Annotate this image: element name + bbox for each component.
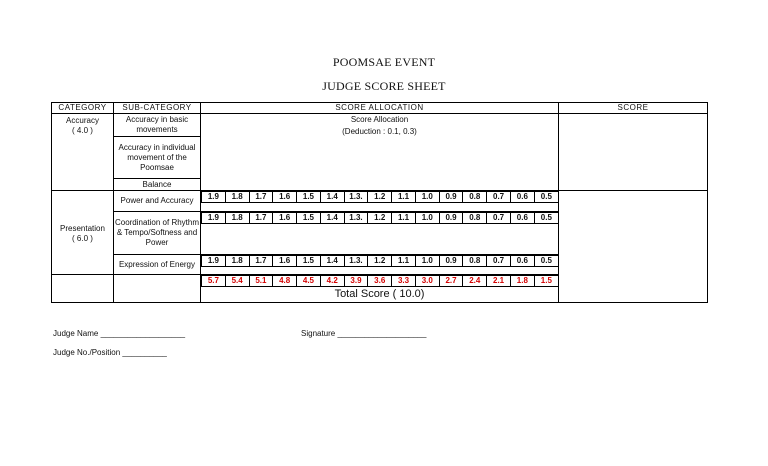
- score-value[interactable]: 1.1: [392, 213, 416, 224]
- allocation-note: (Deduction : 0.1, 0.3): [342, 127, 417, 136]
- score-value[interactable]: 0.7: [487, 256, 511, 267]
- accuracy-score-cell[interactable]: [559, 114, 708, 191]
- header-category: CATEGORY: [52, 103, 114, 114]
- presentation-label: Presentation: [60, 223, 105, 233]
- accuracy-label: Accuracy: [66, 116, 99, 125]
- score-value[interactable]: 1.6: [273, 256, 297, 267]
- total-value: 5.1: [249, 276, 273, 287]
- score-value[interactable]: 1.0: [415, 192, 439, 203]
- score-value[interactable]: 1.7: [249, 256, 273, 267]
- score-value[interactable]: 0.6: [510, 213, 534, 224]
- header-score-allocation: SCORE ALLOCATION: [201, 103, 559, 114]
- score-sheet-table: [51, 102, 708, 303]
- score-value[interactable]: 1.8: [225, 192, 249, 203]
- score-value[interactable]: 0.7: [487, 213, 511, 224]
- score-value[interactable]: 1.2: [368, 256, 392, 267]
- score-value[interactable]: 1.3.: [344, 213, 368, 224]
- total-score-label: Total Score ( 10.0): [334, 288, 425, 300]
- accuracy-points: ( 4.0 ): [72, 126, 93, 135]
- score-value[interactable]: 0.9: [439, 213, 463, 224]
- score-value[interactable]: 0.6: [510, 192, 534, 203]
- signature-field[interactable]: Signature ____________________: [301, 329, 427, 338]
- score-value[interactable]: 1.7: [249, 192, 273, 203]
- score-value[interactable]: 1.5: [297, 192, 321, 203]
- sub-coordination: Coordination of Rhythm & Tempo/Softness and Power: [114, 212, 201, 255]
- score-row-power: [201, 191, 559, 212]
- sheet-title: JUDGE SCORE SHEET: [322, 79, 446, 93]
- score-value[interactable]: 1.2: [368, 192, 392, 203]
- category-presentation: [52, 191, 114, 275]
- score-value[interactable]: 1.3.: [344, 256, 368, 267]
- presentation-points: ( 6.0 ): [72, 233, 93, 243]
- score-values-row: [202, 256, 559, 267]
- total-value: 2.7: [439, 276, 463, 287]
- total-value: 3.3: [392, 276, 416, 287]
- total-value: 4.5: [297, 276, 321, 287]
- total-category-cell: [52, 275, 114, 303]
- score-value[interactable]: 0.9: [439, 192, 463, 203]
- total-value: 4.2: [320, 276, 344, 287]
- score-value[interactable]: 1.3.: [344, 192, 368, 203]
- judge-name-field[interactable]: Judge Name ___________________: [53, 329, 186, 338]
- score-value[interactable]: 1.7: [249, 213, 273, 224]
- score-value[interactable]: 1.0: [415, 213, 439, 224]
- judge-no-field[interactable]: Judge No./Position __________: [53, 348, 167, 357]
- score-values-row: [202, 213, 559, 224]
- score-value[interactable]: 0.7: [487, 192, 511, 203]
- total-value: 1.8: [510, 276, 534, 287]
- total-value: 4.8: [273, 276, 297, 287]
- event-title: POOMSAE EVENT: [332, 55, 436, 69]
- sub-accuracy-basic: Accuracy in basic movements: [114, 114, 201, 137]
- total-value: 3.0: [415, 276, 439, 287]
- score-value[interactable]: 0.5: [534, 192, 558, 203]
- total-value: 5.7: [202, 276, 226, 287]
- presentation-score-cell[interactable]: [559, 191, 708, 303]
- score-value[interactable]: 1.6: [273, 213, 297, 224]
- score-value[interactable]: 1.4: [320, 213, 344, 224]
- score-value[interactable]: 0.8: [463, 256, 487, 267]
- sub-balance: Balance: [114, 179, 201, 191]
- total-value: 2.1: [487, 276, 511, 287]
- score-row-expression: [201, 255, 559, 275]
- total-value: 3.9: [344, 276, 368, 287]
- sub-expression: Expression of Energy: [114, 255, 201, 275]
- score-value[interactable]: 1.8: [225, 213, 249, 224]
- sub-power-accuracy: Power and Accuracy: [114, 191, 201, 212]
- score-value[interactable]: 0.8: [463, 213, 487, 224]
- total-allocation-cell: [201, 275, 559, 303]
- allocation-title: Score Allocation: [350, 115, 409, 124]
- header-sub-category: SUB-CATEGORY: [114, 103, 201, 114]
- score-values-row: [202, 192, 559, 203]
- sub-accuracy-individual: Accuracy in individual movement of the Poomsae: [114, 137, 201, 179]
- score-row-coordination: [201, 212, 559, 255]
- score-value[interactable]: 1.6: [273, 192, 297, 203]
- header-score: SCORE: [559, 103, 708, 114]
- score-value[interactable]: 0.5: [534, 213, 558, 224]
- score-value[interactable]: 1.4: [320, 256, 344, 267]
- total-sub-cell: [114, 275, 201, 303]
- score-value[interactable]: 0.5: [534, 256, 558, 267]
- score-value[interactable]: 1.2: [368, 213, 392, 224]
- score-value[interactable]: 1.8: [225, 256, 249, 267]
- accuracy-allocation: [201, 114, 559, 191]
- score-value[interactable]: 1.5: [297, 256, 321, 267]
- score-value[interactable]: 1.0: [415, 256, 439, 267]
- total-value: 2.4: [463, 276, 487, 287]
- total-values-row: [202, 276, 559, 287]
- score-value[interactable]: 0.8: [463, 192, 487, 203]
- score-value[interactable]: 1.5: [297, 213, 321, 224]
- score-value[interactable]: 1.1: [392, 256, 416, 267]
- score-value[interactable]: 1.4: [320, 192, 344, 203]
- score-value[interactable]: 0.6: [510, 256, 534, 267]
- total-value: 5.4: [225, 276, 249, 287]
- total-value: 3.6: [368, 276, 392, 287]
- score-value[interactable]: 1.1: [392, 192, 416, 203]
- score-value[interactable]: 1.9: [202, 256, 226, 267]
- category-accuracy: [52, 114, 114, 191]
- score-value[interactable]: 0.9: [439, 256, 463, 267]
- score-value[interactable]: 1.9: [202, 213, 226, 224]
- total-value: 1.5: [534, 276, 558, 287]
- header-row: [52, 103, 708, 114]
- score-value[interactable]: 1.9: [202, 192, 226, 203]
